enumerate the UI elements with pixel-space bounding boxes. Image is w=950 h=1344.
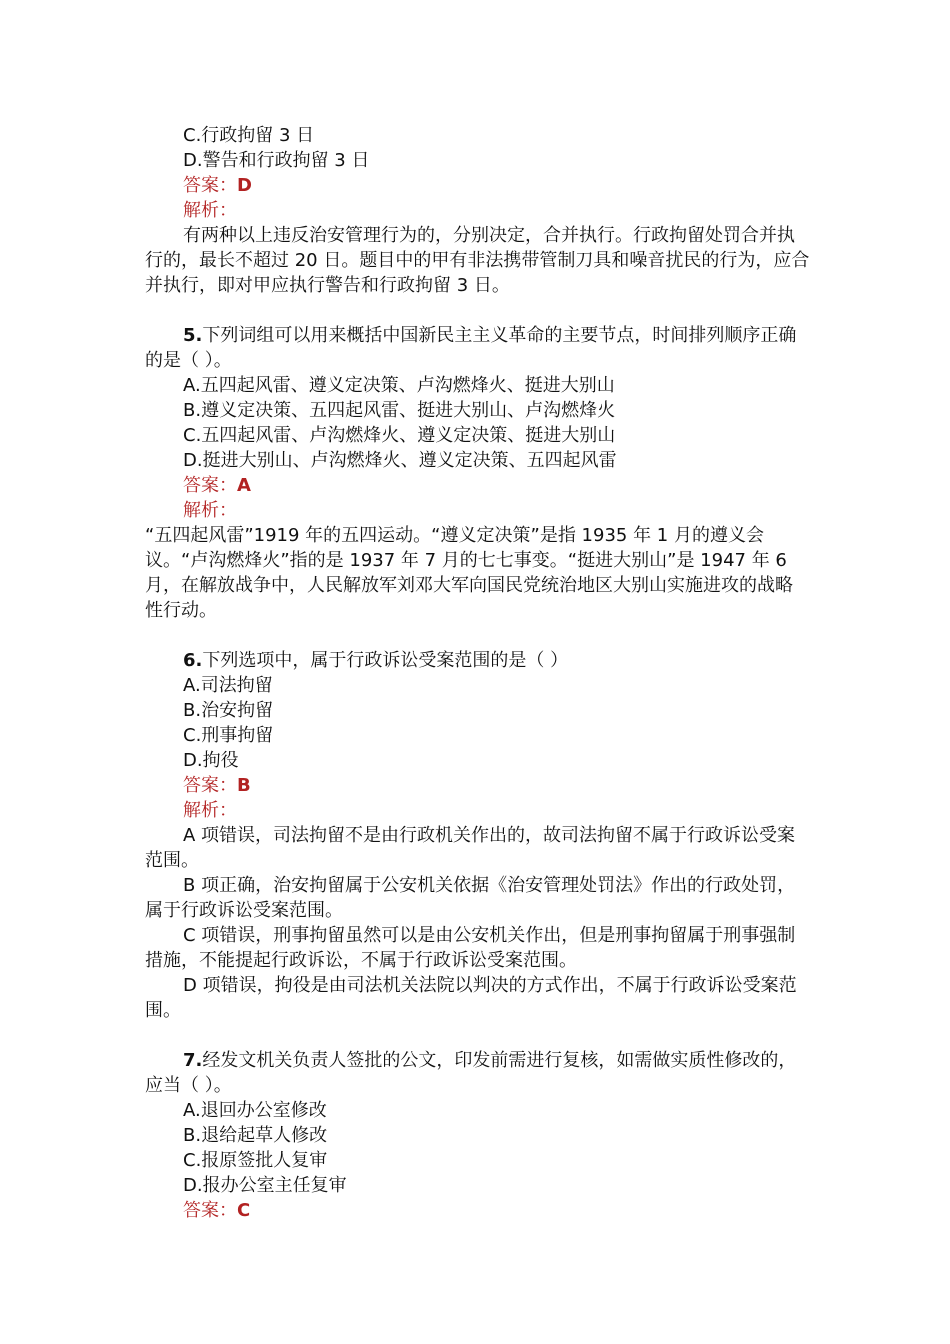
q6-option-d: D.拘役 — [183, 750, 239, 771]
q5-stem: 5.下列词组可以用来概括中国新民主主义革命的主要节点，时间排列顺序正确的是（ ）。 — [145, 325, 797, 371]
q6-stem: 6.下列选项中，属于行政诉讼受案范围的是（ ） — [183, 650, 569, 671]
q6-analysis-c: C 项错误，刑事拘留虽然可以是由公安机关作出，但是刑事拘留属于刑事强制措施，不能提起行政诉讼，不属于行政诉讼受案范围。 — [145, 925, 796, 971]
q5-analysis-label: 解析： — [183, 500, 237, 521]
q4-option-d: D.警告和行政拘留 3 日 — [183, 150, 370, 171]
q5-option-d: D.挺进大别山、卢沟燃烽火、遵义定决策、五四起风雷 — [183, 450, 617, 471]
q7-option-c: C.报原签批人复审 — [183, 1150, 328, 1171]
q4-analysis-label: 解析： — [183, 200, 237, 221]
q6-analysis-d: D 项错误，拘役是由司法机关法院以判决的方式作出，不属于行政诉讼受案范围。 — [145, 975, 797, 1021]
q7-option-a: A.退回办公室修改 — [183, 1100, 327, 1121]
q6-option-c: C.刑事拘留 — [183, 725, 274, 746]
q6-analysis-b: B 项正确，治安拘留属于公安机关依据《治安管理处罚法》作出的行政处罚，属于行政诉讼受案范围。 — [145, 875, 796, 921]
q7-answer: 答案：C — [183, 1200, 251, 1221]
q5-analysis: “五四起风雷”1919 年的五四运动。“遵义定决策”是指 1935 年 1 月的遵义会议。“卢沟燃烽火”指的是 1937 年 7 月的七七事变。“挺进大别山”是 1947 年 6 月，在解放战争中，人民解放军刘邓大军向国民党统治地区大别山实施进攻的战略性行动。 — [145, 525, 793, 621]
q6-option-b: B.治安拘留 — [183, 700, 274, 721]
q5-option-c: C.五四起风雷、卢沟燃烽火、遵义定决策、挺进大别山 — [183, 425, 616, 446]
q7-stem: 7.经发文机关负责人签批的公文，印发前需进行复核，如需做实质性修改的，应当（ ）。 — [145, 1050, 797, 1096]
q5-option-b: B.遵义定决策、五四起风雷、挺进大别山、卢沟燃烽火 — [183, 400, 616, 421]
q7-option-d: D.报办公室主任复审 — [183, 1175, 347, 1196]
q6-answer: 答案：B — [183, 775, 251, 796]
q4-option-c: C.行政拘留 3 日 — [183, 125, 315, 146]
q6-analysis-label: 解析： — [183, 800, 237, 821]
q4-analysis: 有两种以上违反治安管理行为的，分别决定，合并执行。行政拘留处罚合并执行的，最长不超过 20 日。题目中的甲有非法携带管制刀具和噪音扰民的行为，应合并执行，即对甲应执行警告和行政拘留 3 日。 — [145, 225, 810, 296]
q6-option-a: A.司法拘留 — [183, 675, 273, 696]
q7-option-b: B.退给起草人修改 — [183, 1125, 328, 1146]
document-page — [145, 123, 810, 1223]
q6-analysis-a: A 项错误，司法拘留不是由行政机关作出的，故司法拘留不属于行政诉讼受案范围。 — [145, 825, 796, 871]
q5-answer: 答案：A — [183, 475, 251, 496]
q5-option-a: A.五四起风雷、遵义定决策、卢沟燃烽火、挺进大别山 — [183, 375, 615, 396]
q4-answer: 答案：D — [183, 175, 252, 196]
